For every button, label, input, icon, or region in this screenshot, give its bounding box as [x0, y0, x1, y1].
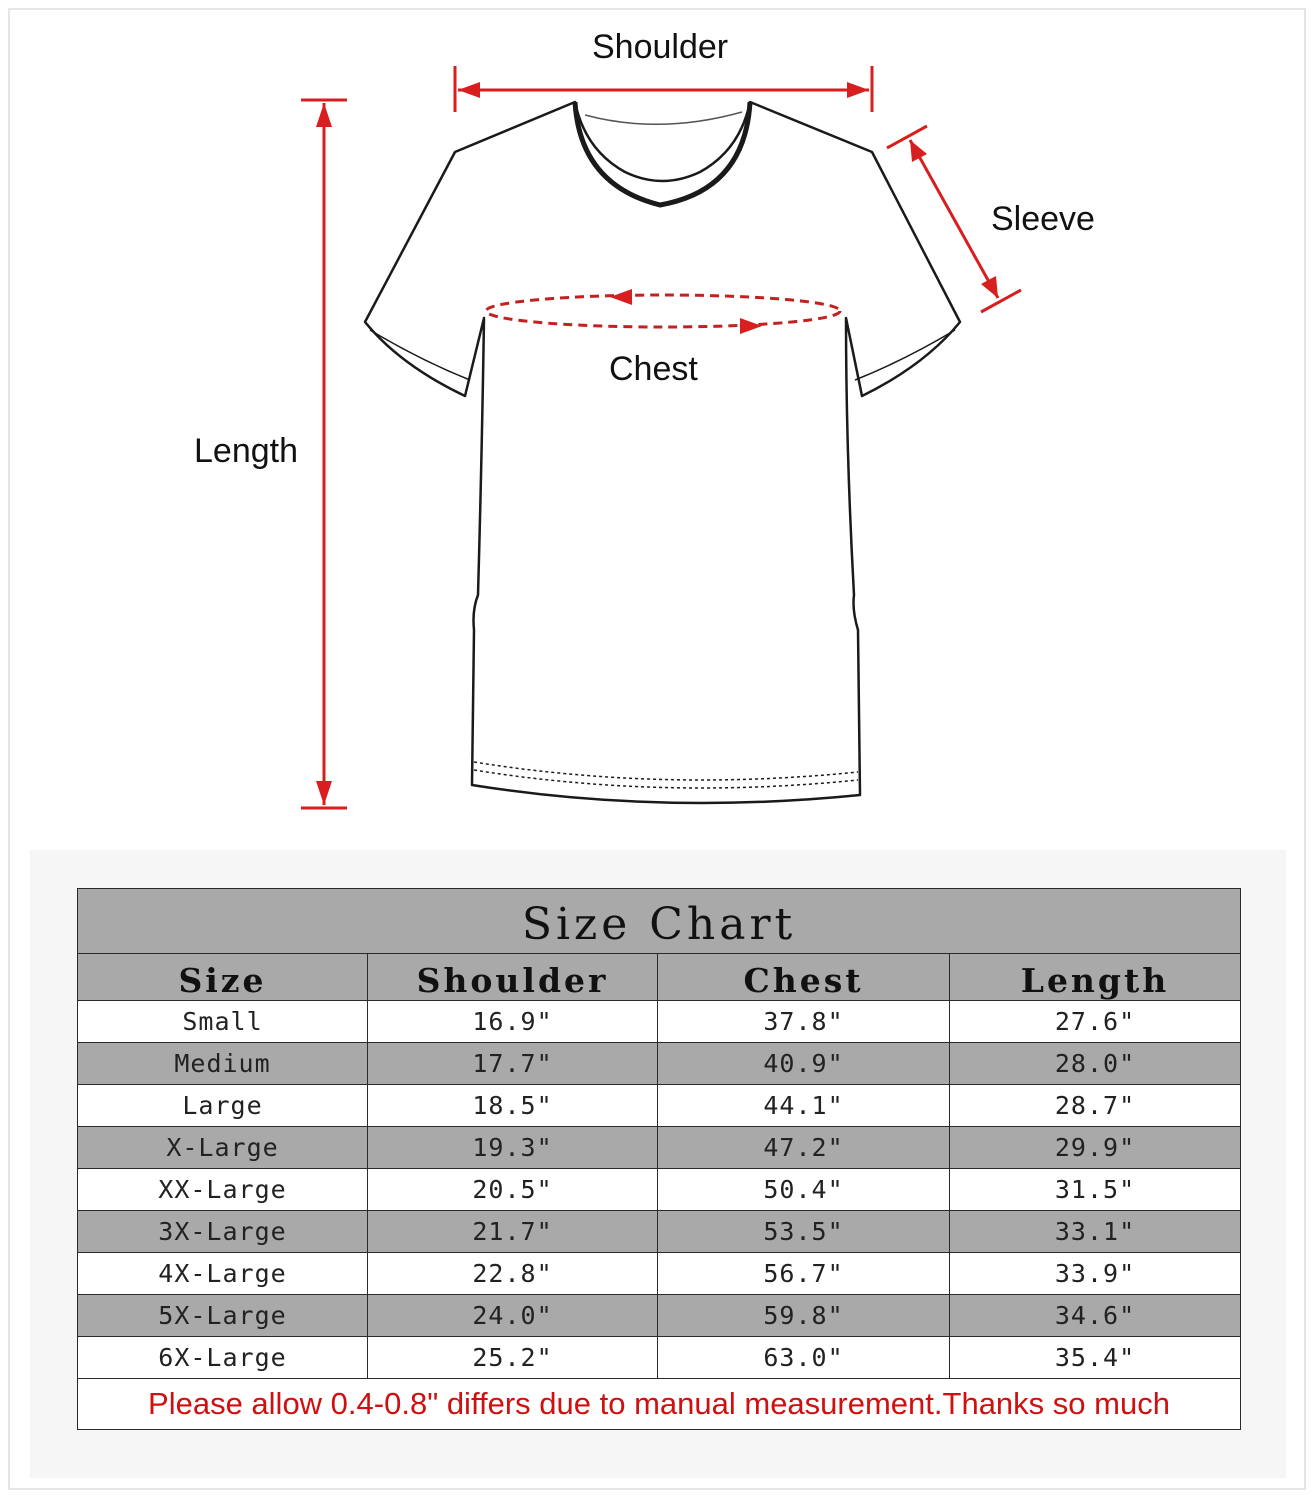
size-chart-table — [77, 888, 1241, 1430]
shoulder-label: Shoulder — [592, 28, 729, 66]
size-chart-title: Size Chart — [78, 889, 1241, 954]
cell-size: X-Large — [78, 1127, 368, 1169]
length-label: Length — [194, 432, 298, 470]
tshirt-outline — [365, 102, 960, 803]
cell-shoulder: 17.7" — [368, 1043, 658, 1085]
cell-length: 29.9" — [950, 1127, 1241, 1169]
chest-label: Chest — [609, 350, 698, 388]
cell-chest: 56.7" — [658, 1253, 950, 1295]
cell-size: 6X-Large — [78, 1337, 368, 1379]
cell-length: 35.4" — [950, 1337, 1241, 1379]
cell-length: 33.1" — [950, 1211, 1241, 1253]
column-header-length: Length — [950, 954, 1241, 1001]
cell-length: 34.6" — [950, 1295, 1241, 1337]
cell-size: 3X-Large — [78, 1211, 368, 1253]
column-header-shoulder: Shoulder — [368, 954, 658, 1001]
cell-size: 4X-Large — [78, 1253, 368, 1295]
cell-shoulder: 18.5" — [368, 1085, 658, 1127]
cell-chest: 47.2" — [658, 1127, 950, 1169]
cell-length: 28.0" — [950, 1043, 1241, 1085]
cell-size: Small — [78, 1001, 368, 1043]
cell-size: Large — [78, 1085, 368, 1127]
column-header-size: Size — [78, 954, 368, 1001]
table-row — [78, 1169, 1241, 1211]
cell-length: 28.7" — [950, 1085, 1241, 1127]
cell-length: 27.6" — [950, 1001, 1241, 1043]
cell-chest: 53.5" — [658, 1211, 950, 1253]
cell-shoulder: 20.5" — [368, 1169, 658, 1211]
cell-shoulder: 16.9" — [368, 1001, 658, 1043]
cell-size: Medium — [78, 1043, 368, 1085]
cell-chest: 44.1" — [658, 1085, 950, 1127]
cell-size: XX-Large — [78, 1169, 368, 1211]
table-row — [78, 1085, 1241, 1127]
table-header-row — [78, 954, 1241, 1001]
cell-chest: 50.4" — [658, 1169, 950, 1211]
cell-chest: 40.9" — [658, 1043, 950, 1085]
cell-chest: 37.8" — [658, 1001, 950, 1043]
column-header-chest: Chest — [658, 954, 950, 1001]
shoulder-measure-arrow — [455, 66, 872, 112]
cell-chest: 63.0" — [658, 1337, 950, 1379]
table-row — [78, 1001, 1241, 1043]
table-row — [78, 1211, 1241, 1253]
cell-shoulder: 22.8" — [368, 1253, 658, 1295]
table-row — [78, 1043, 1241, 1085]
cell-shoulder: 25.2" — [368, 1337, 658, 1379]
cell-shoulder: 19.3" — [368, 1127, 658, 1169]
cell-shoulder: 21.7" — [368, 1211, 658, 1253]
sleeve-label: Sleeve — [991, 200, 1095, 238]
cell-size: 5X-Large — [78, 1295, 368, 1337]
cell-chest: 59.8" — [658, 1295, 950, 1337]
cell-length: 31.5" — [950, 1169, 1241, 1211]
table-row — [78, 1127, 1241, 1169]
table-row — [78, 1295, 1241, 1337]
table-row — [78, 1337, 1241, 1379]
length-measure-arrow — [301, 100, 347, 808]
cell-length: 33.9" — [950, 1253, 1241, 1295]
measurement-note: Please allow 0.4-0.8" differs due to manual measurement.Thanks so much — [78, 1379, 1241, 1430]
table-row — [78, 1253, 1241, 1295]
cell-shoulder: 24.0" — [368, 1295, 658, 1337]
